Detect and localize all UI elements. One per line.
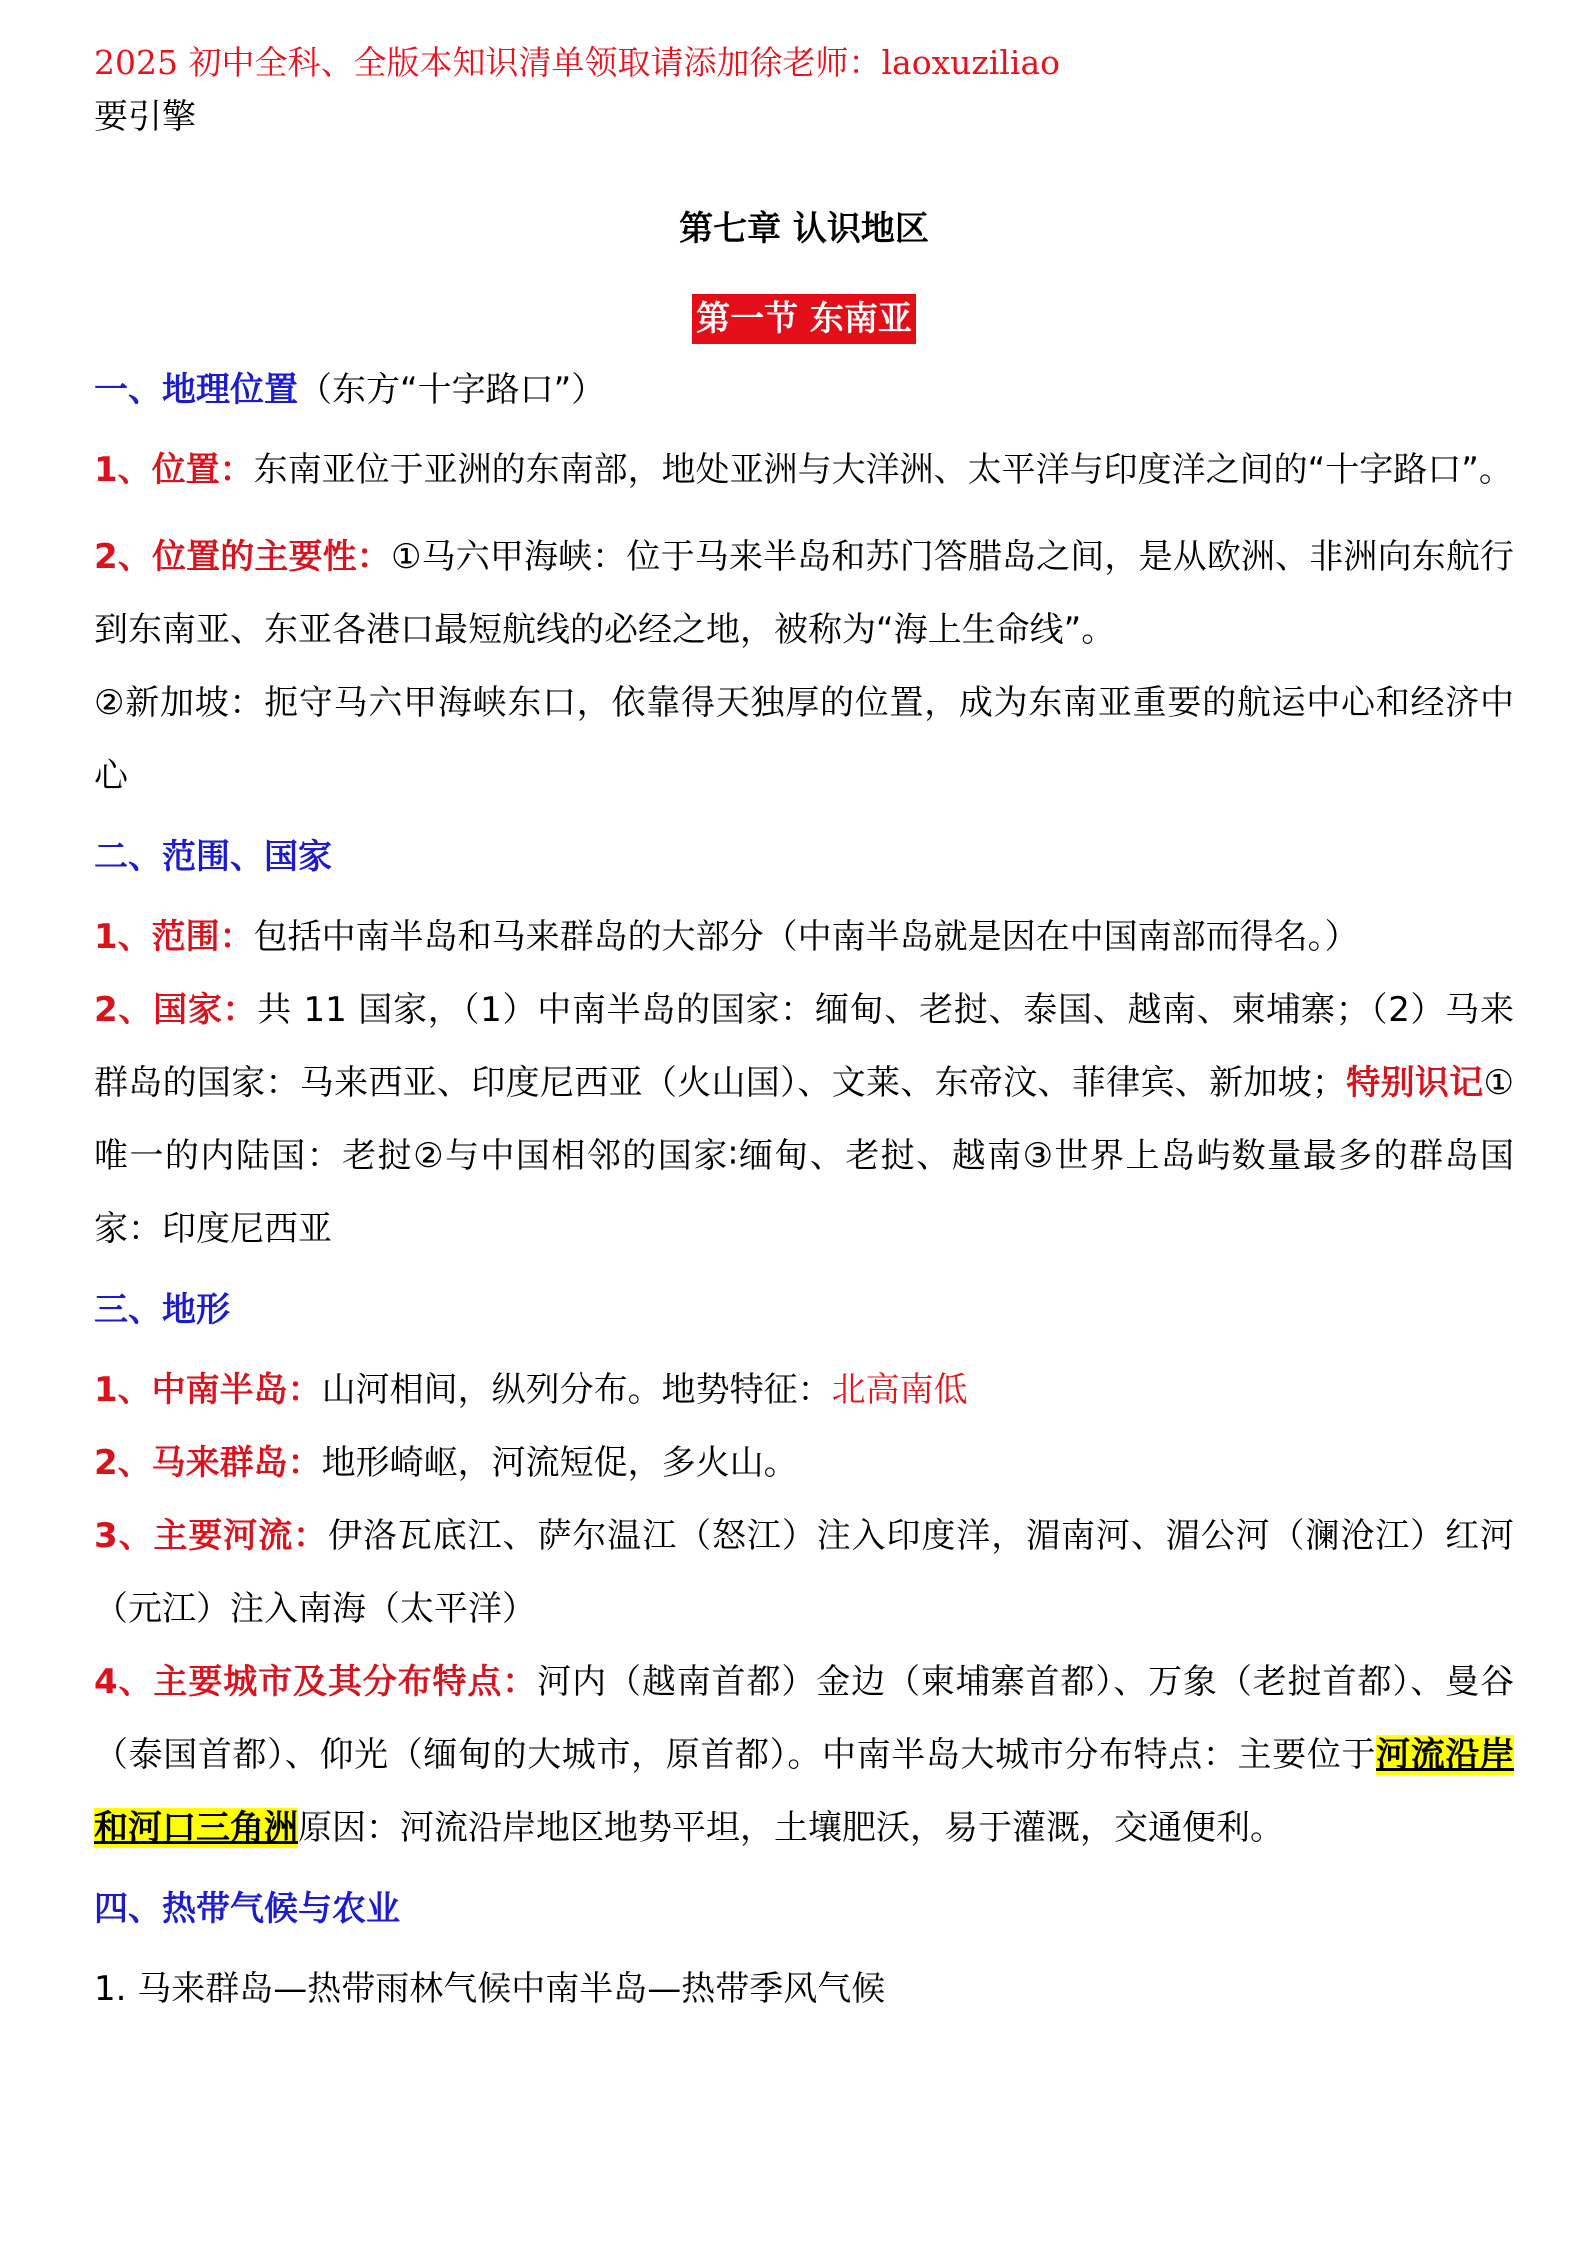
para-importance-text: ①马六甲海峡：位于马来半岛和苏门答腊岛之间，是从欧洲、非洲向东航行到东南亚、东亚各港口最短航线的必经之地，被称为“海上生命线”。 bbox=[94, 537, 1514, 650]
heading-location-title: 一、地理位置 bbox=[94, 370, 298, 410]
para-countries-text-b: ①唯一的内陆国：老挝②与中国相邻的国家∶缅甸、老挝、越南③世界上岛屿数量最多的群岛国家：印度尼西亚 bbox=[94, 1063, 1515, 1249]
para-rivers-label: 3、主要河流： bbox=[94, 1516, 329, 1556]
para-cities-text-b: 原因：河流沿岸地区地势平坦，土壤肥沃，易于灌溉，交通便利。 bbox=[298, 1808, 1284, 1848]
para-importance-label: 2、位置的主要性： bbox=[94, 537, 391, 577]
heading-scope-title: 二、范围、国家 bbox=[94, 837, 332, 877]
chapter-title: 第七章 认识地区 bbox=[679, 209, 929, 249]
para-archipelago-text: 地形崎岖，河流短促，多火山。 bbox=[321, 1443, 798, 1483]
document-page bbox=[94, 40, 1514, 2026]
para-countries bbox=[94, 974, 1514, 1266]
para-scope-label: 1、范围： bbox=[94, 917, 254, 957]
heading-scope bbox=[94, 835, 1514, 879]
para-rivers-text: 伊洛瓦底江、萨尔温江（怒江）注入印度洋，湄南河、湄公河（澜沧江）红河（元江）注入南海（太平洋） bbox=[94, 1516, 1514, 1629]
heading-climate-title: 四、热带气候与农业 bbox=[94, 1889, 400, 1929]
heading-terrain-title: 三、地形 bbox=[94, 1290, 230, 1330]
para-countries-label: 2、国家： bbox=[94, 990, 258, 1030]
para-cities-label: 4、主要城市及其分布特点： bbox=[94, 1662, 538, 1702]
para-scope bbox=[94, 901, 1514, 974]
para-archipelago bbox=[94, 1427, 1514, 1500]
para-singapore: ②新加坡：扼守马六甲海峡东口，依靠得天独厚的位置，成为东南亚重要的航运中心和经济中心 bbox=[94, 683, 1514, 796]
heading-terrain bbox=[94, 1288, 1514, 1332]
para-archipelago-label: 2、马来群岛： bbox=[94, 1443, 322, 1483]
para-location-label: 1、位置： bbox=[94, 450, 254, 490]
para-peninsula-label: 1、中南半岛： bbox=[94, 1370, 322, 1410]
para-location-importance bbox=[94, 521, 1514, 667]
section-title: 第一节 东南亚 bbox=[692, 294, 916, 344]
para-cities bbox=[94, 1646, 1514, 1865]
heading-location-note: （东方“十字路口”） bbox=[298, 370, 606, 410]
para-location-text: 东南亚位于亚洲的东南部，地处亚洲与大洋洲、太平洋与印度洋之间的“十字路口”。 bbox=[253, 450, 1513, 490]
heading-climate bbox=[94, 1887, 1514, 1931]
section-title-wrap bbox=[94, 294, 1514, 346]
para-rivers bbox=[94, 1500, 1514, 1646]
para-peninsula-text: 山河相间，纵列分布。地势特征： bbox=[321, 1370, 832, 1410]
para-countries-text-a: 共 11 国家，（1）中南半岛的国家：缅甸、老挝、泰国、越南、柬埔寨；（2）马来群岛的国家：马来西亚、印度尼西亚（火山国）、文莱、东帝汶、菲律宾、新加坡； bbox=[94, 990, 1514, 1103]
para-cities-text-a: 河内（越南首都）金边（柬埔寨首都）、万象（老挝首都）、曼谷（泰国首都）、仰光（缅甸的大城市，原首都）。中南半岛大城市分布特点：主要位于 bbox=[94, 1662, 1514, 1775]
para-peninsula bbox=[94, 1354, 1514, 1427]
para-cities-highlight: 河流沿岸和河口三角洲 bbox=[94, 1735, 1515, 1848]
para-peninsula-emph: 北高南低 bbox=[831, 1370, 968, 1410]
para-climate: 1. 马来群岛—热带雨林气候中南半岛—热带季风气候 bbox=[94, 1969, 886, 2009]
sub-line: 要引擎 bbox=[94, 97, 196, 137]
para-scope-text: 包括中南半岛和马来群岛的大部分（中南半岛就是因在中国南部而得名。） bbox=[253, 917, 1359, 957]
heading-location bbox=[94, 368, 1514, 412]
para-countries-special: 特别识记 bbox=[1346, 1063, 1484, 1103]
para-location bbox=[94, 434, 1514, 507]
promo-banner: 2025 初中全科、全版本知识清单领取请添加徐老师：laoxuziliao bbox=[94, 43, 1061, 82]
